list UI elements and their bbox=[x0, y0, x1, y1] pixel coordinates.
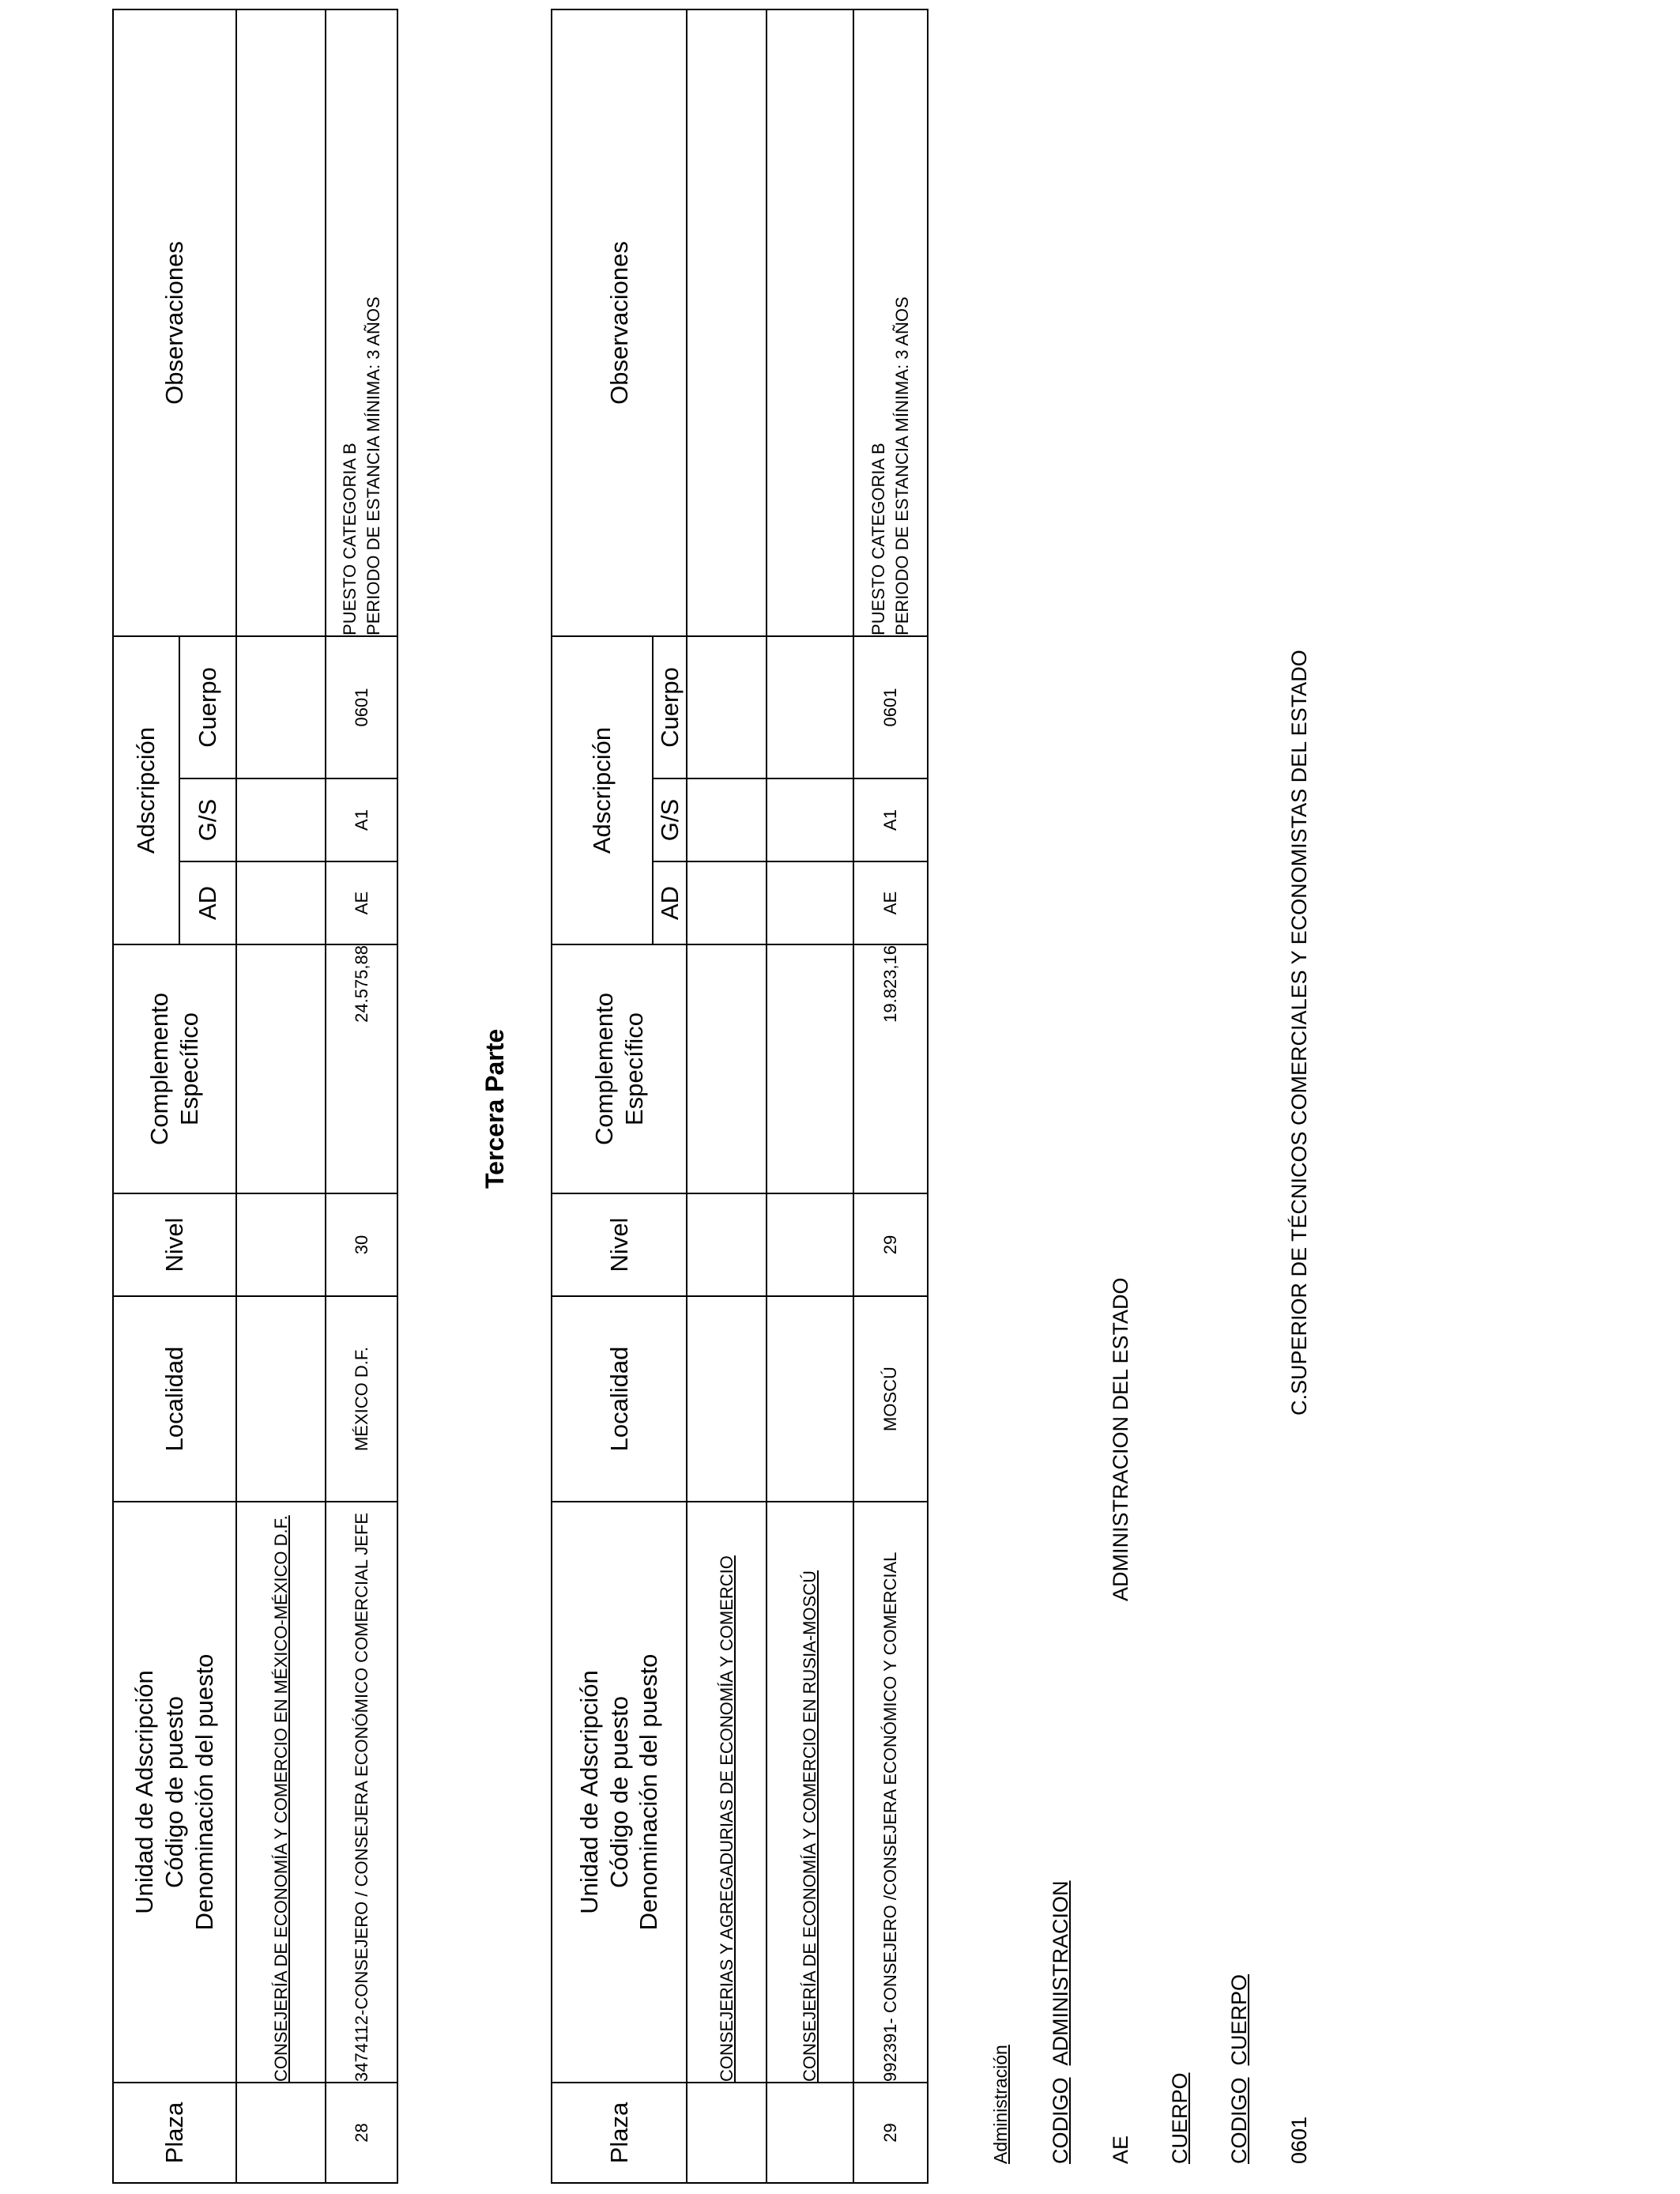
table-row bbox=[326, 9, 397, 2183]
section-title: Tercera Parte bbox=[480, 1028, 509, 1189]
header-complemento: Complemento Específico bbox=[552, 944, 687, 1193]
header-unidad: Unidad de Adscripción Código de puesto Denominación del puesto bbox=[113, 1502, 236, 2083]
table-row bbox=[767, 9, 853, 2183]
cell-complemento: 24.575,88 bbox=[326, 944, 397, 1193]
cell-puesto: 992391- CONSEJERO /CONSEJERA ECONÓMICO Y COMERCIAL bbox=[853, 1502, 928, 2083]
header-nivel: Nivel bbox=[113, 1193, 236, 1296]
header-ad: AD bbox=[653, 861, 687, 944]
table-row bbox=[236, 9, 326, 2183]
header-observaciones: Observaciones bbox=[113, 9, 236, 636]
cell-localidad: MÉXICO D.F. bbox=[326, 1296, 397, 1502]
cell-ad: AE bbox=[326, 861, 397, 944]
header-plaza: Plaza bbox=[552, 2083, 687, 2183]
legend-codigo-administracion: CODIGO ADMINISTRACION bbox=[1049, 1880, 1072, 2164]
cell-observaciones: PUESTO CATEGORIA B PERIODO DE ESTANCIA MÍNIMA: 3 AÑOS bbox=[853, 9, 928, 636]
cell-cuerpo: 0601 bbox=[853, 636, 928, 778]
legend-ae-code: AE bbox=[1109, 2135, 1132, 2164]
cell-localidad: MOSCÚ bbox=[853, 1296, 928, 1502]
cell-gs: A1 bbox=[326, 778, 397, 861]
legend-codigo-cuerpo: CODIGO CUERPO bbox=[1227, 1973, 1251, 2164]
header-gs: G/S bbox=[653, 778, 687, 861]
header-cuerpo: Cuerpo bbox=[653, 636, 687, 778]
table-row bbox=[687, 9, 767, 2183]
legend-cuerpo-code: 0601 bbox=[1287, 2116, 1311, 2164]
header-localidad: Localidad bbox=[113, 1296, 236, 1502]
cell-plaza: 29 bbox=[853, 2083, 928, 2183]
cell-observaciones: PUESTO CATEGORIA B PERIODO DE ESTANCIA MÍNIMA: 3 AÑOS bbox=[326, 9, 397, 636]
cell-cuerpo: 0601 bbox=[326, 636, 397, 778]
group-name: CONSEJERIAS Y AGREGADURIAS DE ECONOMÍA Y COMERCIO bbox=[687, 1502, 767, 2083]
table-plazas-mexico bbox=[112, 9, 398, 2184]
legend-ae-desc: ADMINISTRACION DEL ESTADO bbox=[1109, 1277, 1132, 1601]
header-nivel: Nivel bbox=[552, 1193, 687, 1296]
header-plaza: Plaza bbox=[113, 2083, 236, 2183]
header-ad: AD bbox=[179, 861, 236, 944]
cell-nivel: 30 bbox=[326, 1193, 397, 1296]
table-row bbox=[853, 9, 928, 2183]
cell-plaza: 28 bbox=[326, 2083, 397, 2183]
header-adscripcion: Adscripción bbox=[113, 636, 179, 944]
cell-ad: AE bbox=[853, 861, 928, 944]
cell-complemento: 19.823,16 bbox=[853, 944, 928, 1193]
unit-name: CONSEJERÍA DE ECONOMÍA Y COMERCIO EN RUSIA-MOSCÚ bbox=[767, 1502, 853, 2083]
unit-name: CONSEJERÍA DE ECONOMÍA Y COMERCIO EN MÉXICO-MÉXICO D.F. bbox=[236, 1502, 326, 2083]
header-cuerpo: Cuerpo bbox=[179, 636, 236, 778]
legend-cuerpo-title: CUERPO bbox=[1168, 2072, 1192, 2164]
cell-gs: A1 bbox=[853, 778, 928, 861]
header-complemento: Complemento Específico bbox=[113, 944, 236, 1193]
header-gs: G/S bbox=[179, 778, 236, 861]
cell-puesto: 3474112-CONSEJERO / CONSEJERA ECONÓMICO COMERCIAL JEFE bbox=[326, 1502, 397, 2083]
legend-cuerpo-desc: C.SUPERIOR DE TÉCNICOS COMERCIALES Y ECONOMISTAS DEL ESTADO bbox=[1287, 650, 1311, 1416]
header-localidad: Localidad bbox=[552, 1296, 687, 1502]
legend-administracion-title: Administración bbox=[990, 2045, 1011, 2164]
header-adscripcion: Adscripción bbox=[552, 636, 653, 944]
table-plazas-moscu bbox=[551, 9, 929, 2184]
header-unidad: Unidad de Adscripción Código de puesto Denominación del puesto bbox=[552, 1502, 687, 2083]
cell-nivel: 29 bbox=[853, 1193, 928, 1296]
header-observaciones: Observaciones bbox=[552, 9, 687, 636]
